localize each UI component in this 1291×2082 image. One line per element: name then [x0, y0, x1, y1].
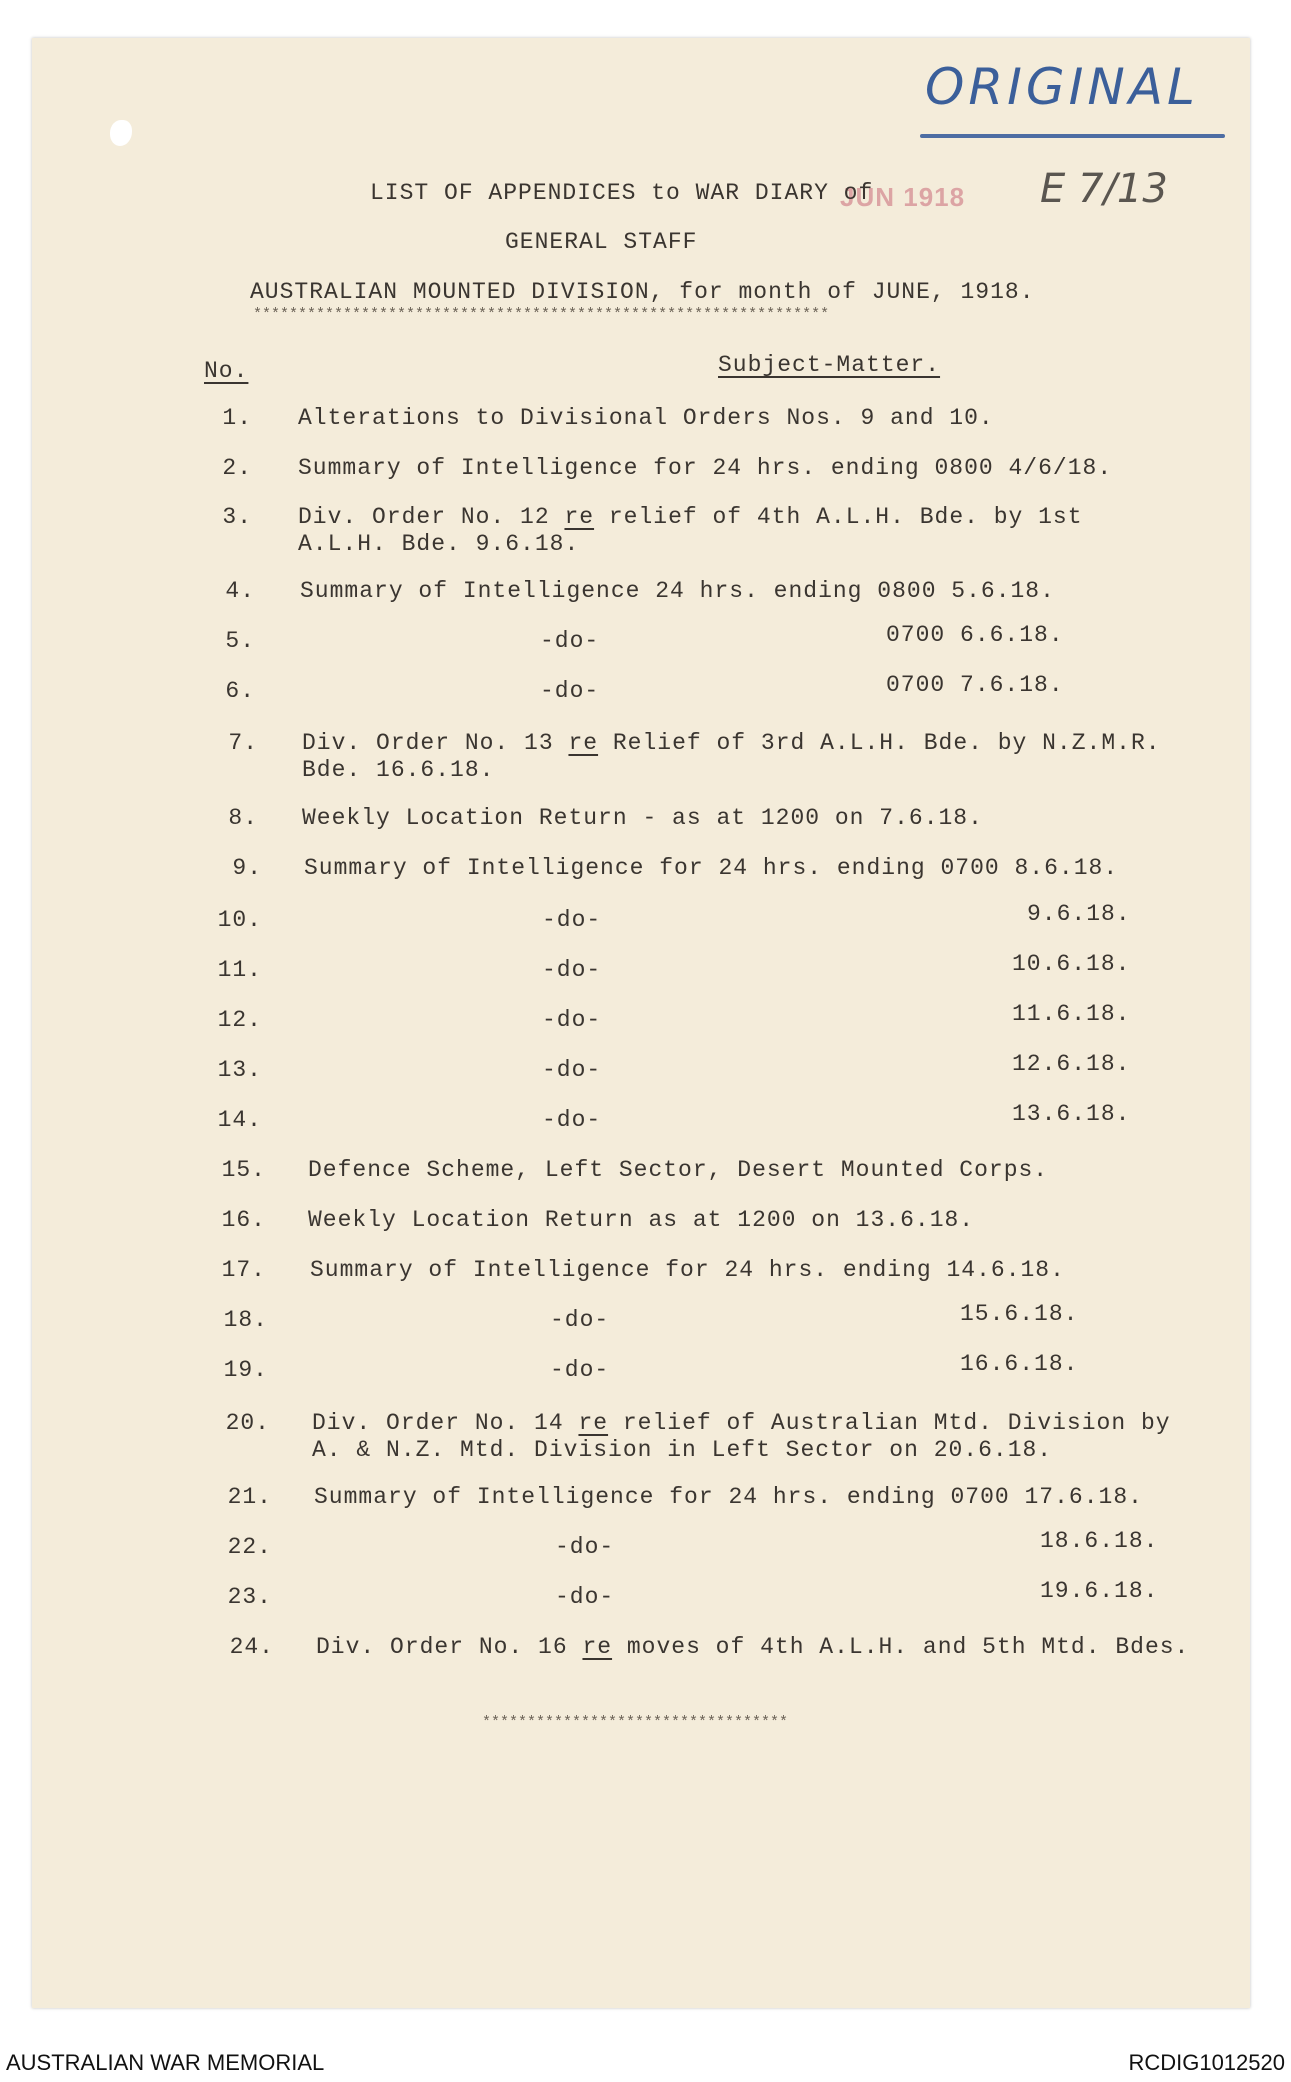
item-subject-continued: Bde. 16.6.18. [302, 757, 495, 783]
item-date: 16.6.18. [960, 1351, 1079, 1377]
item-number: 16. [221, 1207, 266, 1233]
item-date: 0700 6.6.18. [886, 622, 1064, 648]
ditto-mark: -do- [555, 1534, 615, 1560]
date-stamp: JUN 1918 [840, 182, 966, 212]
subject-text: Div. Order No. 14 [312, 1410, 579, 1436]
item-subject [308, 1207, 974, 1233]
handwritten-underline [920, 134, 1225, 138]
item-date: 12.6.18. [1012, 1051, 1131, 1077]
item-date: 0700 7.6.18. [886, 672, 1064, 698]
re-underlined: re [578, 1410, 609, 1436]
item-subject [298, 455, 1112, 481]
subject-text: Summary of Intelligence for 24 hrs. ending 14.6.18. [310, 1257, 1065, 1283]
ditto-mark: -do- [542, 1107, 602, 1133]
item-subject [310, 1257, 1065, 1283]
item-number: 21. [227, 1484, 272, 1510]
item-subject-continued: A. & N.Z. Mtd. Division in Left Sector on 20.6.18. [312, 1437, 1053, 1463]
item-subject [304, 855, 1118, 881]
item-date: 10.6.18. [1012, 951, 1131, 977]
item-number: 19. [223, 1357, 268, 1383]
asterisk-divider-bottom: ********************************** [482, 1714, 789, 1731]
item-number: 11. [217, 957, 262, 983]
item-number: 17. [221, 1257, 266, 1283]
item-number: 2. [222, 455, 252, 481]
ditto-mark: -do- [542, 907, 602, 933]
item-number: 4. [225, 578, 255, 604]
item-number: 20. [225, 1410, 270, 1436]
ditto-mark: -do- [540, 678, 600, 704]
item-number: 5. [225, 628, 255, 654]
item-subject [308, 1157, 1048, 1183]
item-number: 13. [217, 1057, 262, 1083]
item-number: 22. [227, 1534, 272, 1560]
item-subject [298, 405, 994, 431]
item-number: 12. [217, 1007, 262, 1033]
column-header-no: No. [204, 358, 249, 384]
ditto-mark: -do- [555, 1584, 615, 1610]
subject-text: Weekly Location Return - as at 1200 on 7.6.18. [302, 805, 983, 831]
item-date: 15.6.18. [960, 1301, 1079, 1327]
subject-text: Relief of 3rd A.L.H. Bde. by N.Z.M.R. [598, 730, 1161, 756]
item-number: 3. [222, 504, 252, 530]
ditto-mark: -do- [542, 1057, 602, 1083]
item-number: 18. [223, 1307, 268, 1333]
subject-text: Defence Scheme, Left Sector, Desert Mounted Corps. [308, 1157, 1049, 1183]
item-number: 10. [217, 907, 262, 933]
subject-text: moves of 4th A.L.H. and 5th Mtd. Bdes. [612, 1634, 1190, 1660]
item-subject-continued: A.L.H. Bde. 9.6.18. [298, 531, 580, 557]
item-subject [302, 730, 1161, 756]
item-date: 18.6.18. [1040, 1528, 1159, 1554]
re-underlined: re [568, 730, 599, 756]
ditto-mark: -do- [540, 628, 600, 654]
item-date: 9.6.18. [1027, 901, 1131, 927]
item-number: 14. [217, 1107, 262, 1133]
handwritten-reference: E 7/13 [1040, 166, 1168, 212]
title-line-3: AUSTRALIAN MOUNTED DIVISION, for month of JUNE, 1918. [250, 279, 1035, 305]
item-number: 15. [221, 1157, 266, 1183]
ditto-mark: -do- [550, 1357, 610, 1383]
subject-text: Weekly Location Return as at 1200 on 13.6.18. [308, 1207, 975, 1233]
item-date: 19.6.18. [1040, 1578, 1159, 1604]
subject-text: Div. Order No. 16 [316, 1634, 583, 1660]
item-number: 6. [225, 678, 255, 704]
column-header-subject: Subject-Matter. [718, 352, 941, 378]
title-line-1: LIST OF APPENDICES to WAR DIARY of [370, 180, 874, 206]
re-underlined: re [564, 504, 595, 530]
item-number: 7. [228, 730, 258, 756]
item-subject [302, 805, 983, 831]
subject-text: relief of Australian Mtd. Division by [608, 1410, 1171, 1436]
subject-text: Summary of Intelligence for 24 hrs. ending 0700 8.6.18. [304, 855, 1119, 881]
ditto-mark: -do- [542, 1007, 602, 1033]
item-date: 11.6.18. [1012, 1001, 1131, 1027]
item-subject [300, 578, 1055, 604]
item-subject [312, 1410, 1171, 1436]
title-line-2: GENERAL STAFF [505, 229, 698, 255]
subject-text: Div. Order No. 12 [298, 504, 565, 530]
re-underlined: re [582, 1634, 613, 1660]
handwritten-original: ORIGINAL [925, 58, 1199, 116]
ditto-mark: -do- [550, 1307, 610, 1333]
subject-text: Div. Order No. 13 [302, 730, 569, 756]
item-number: 1. [222, 405, 252, 431]
ditto-mark: -do- [542, 957, 602, 983]
item-number: 8. [228, 805, 258, 831]
subject-text: Summary of Intelligence for 24 hrs. ending 0700 17.6.18. [314, 1484, 1143, 1510]
asterisk-divider-top: **************************************************************** [253, 306, 830, 323]
footer-source: AUSTRALIAN WAR MEMORIAL [6, 2050, 325, 2075]
item-date: 13.6.18. [1012, 1101, 1131, 1127]
item-subject [298, 504, 1083, 530]
footer-id: RCDIG1012520 [1128, 2050, 1285, 2075]
subject-text: Summary of Intelligence for 24 hrs. ending 0800 4/6/18. [298, 455, 1113, 481]
item-subject [316, 1634, 1189, 1660]
item-subject [314, 1484, 1143, 1510]
item-number: 23. [227, 1584, 272, 1610]
subject-text: Summary of Intelligence 24 hrs. ending 0800 5.6.18. [300, 578, 1055, 604]
subject-text: relief of 4th A.L.H. Bde. by 1st [594, 504, 1083, 530]
item-number: 9. [232, 855, 262, 881]
item-number: 24. [229, 1634, 274, 1660]
subject-text: Alterations to Divisional Orders Nos. 9 and 10. [298, 405, 994, 431]
